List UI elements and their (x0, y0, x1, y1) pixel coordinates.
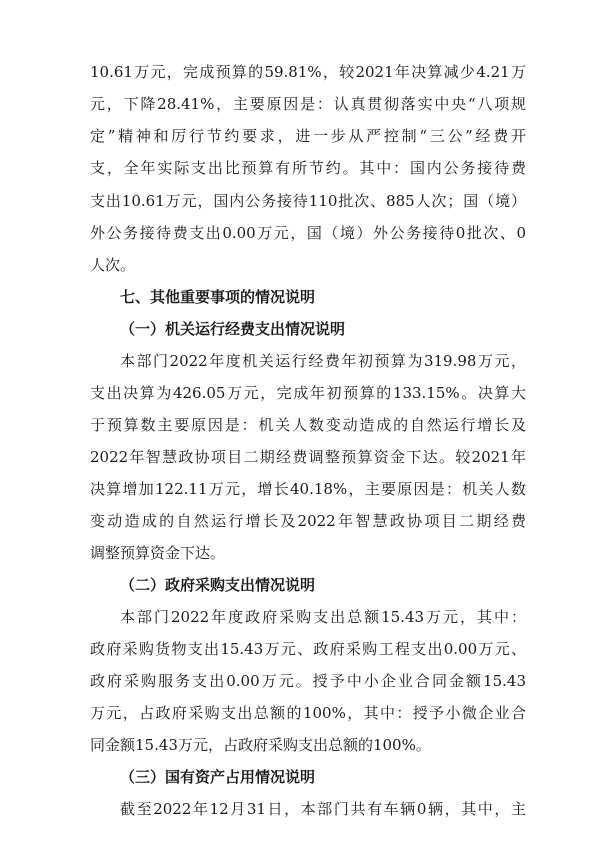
paragraph-line: 调整预算资金下达。 (90, 544, 226, 562)
section-heading-7: 七、其他重要事项的情况说明 (120, 288, 316, 306)
paragraph-line: 支出决算为426.05万元，完成年初预算的133.15%。决算大 (90, 384, 526, 402)
subsection-heading-operating-expenses: （一）机关运行经费支出情况说明 (120, 320, 346, 338)
paragraph-line: 万元，占政府采购支出总额的100%，其中：授予小微企业合 (90, 704, 526, 722)
paragraph-line: 政府采购服务支出0.00万元。授予中小企业合同金额15.43 (90, 672, 526, 690)
paragraph-line: 本部门2022年度机关运行经费年初预算为319.98万元， (120, 352, 526, 370)
paragraph-line: 元，下降28.41%，主要原因是：认真贯彻落实中央“八项规 (90, 95, 526, 113)
subsection-heading-state-assets: （三）国有资产占用情况说明 (120, 768, 316, 786)
subsection-heading-procurement: （二）政府采购支出情况说明 (120, 576, 316, 594)
paragraph-line: 政府采购货物支出15.43万元、政府采购工程支出0.00万元、 (90, 640, 526, 658)
paragraph-line: 决算增加122.11万元，增长40.18%，主要原因是：机关人数 (90, 480, 526, 498)
paragraph-line: 人次。 (90, 256, 136, 274)
paragraph-line: 2022年智慧政协项目二期经费调整预算资金下达。较2021年 (90, 448, 526, 466)
paragraph-line: 变动造成的自然运行增长及2022年智慧政协项目二期经费 (90, 512, 526, 530)
paragraph-line: 同金额15.43万元，占政府采购支出总额的100%。 (90, 736, 431, 754)
paragraph-line: 本部门2022年度政府采购支出总额15.43万元，其中： (120, 608, 526, 626)
paragraph-line: 支，全年实际支出比预算有所节约。其中：国内公务接待费 (90, 159, 526, 177)
paragraph-line: 于预算数主要原因是：机关人数变动造成的自然运行增长及 (90, 416, 526, 434)
paragraph-line: 截至2022年12月31日，本部门共有车辆0辆，其中，主 (120, 800, 526, 818)
paragraph-line: 外公务接待费支出0.00万元，国（境）外公务接待0批次、0 (90, 224, 526, 242)
paragraph-line: 10.61万元，完成预算的59.81%，较2021年决算减少4.21万 (90, 63, 526, 81)
paragraph-line: 定”精神和厉行节约要求，进一步从严控制“三公”经费开 (90, 127, 526, 145)
paragraph-line: 支出10.61万元，国内公务接待110批次、885人次；国（境） (90, 192, 526, 210)
